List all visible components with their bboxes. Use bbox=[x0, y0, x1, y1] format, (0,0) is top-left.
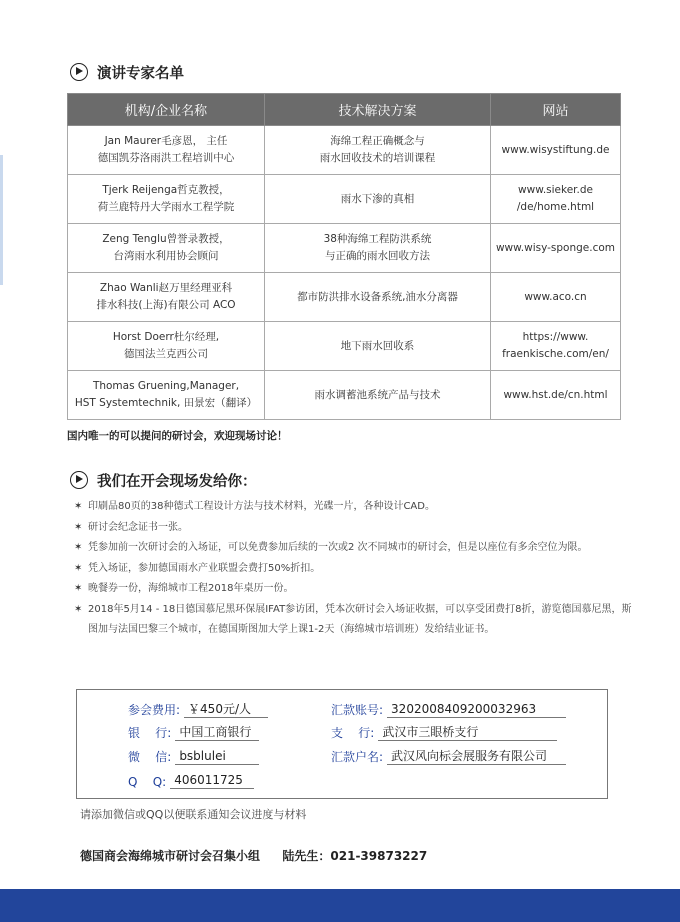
solution-cell bbox=[265, 322, 491, 371]
play-circle-icon bbox=[70, 471, 88, 489]
branch-label: 支 行: bbox=[331, 726, 375, 740]
org-cell-line: 排水科技(上海)有限公司 ACO bbox=[96, 299, 236, 311]
website-cell bbox=[491, 224, 621, 273]
website-cell-line: www.aco.cn bbox=[524, 290, 587, 303]
contact-note: 请添加微信或QQ以便联系通知会议进度与材料 bbox=[80, 808, 307, 821]
solution-cell bbox=[265, 126, 491, 175]
org-cell-line: 荷兰鹿特丹大学雨水工程学院 bbox=[97, 201, 235, 213]
solution-cell-line: 与正确的雨水回收方法 bbox=[325, 250, 430, 262]
solution-cell bbox=[265, 175, 491, 224]
solution-cell-line: 雨水回收技术的培训课程 bbox=[319, 152, 436, 164]
table-row bbox=[68, 224, 621, 273]
experts-section-header bbox=[70, 61, 184, 83]
list-item bbox=[74, 559, 634, 580]
org-cell-line: Jan Maurer毛彦恩， 主任 bbox=[104, 135, 228, 147]
branch-row bbox=[331, 724, 557, 741]
star-bullet-icon: ✶ bbox=[74, 501, 83, 512]
experts-table bbox=[67, 93, 621, 420]
organizer-group: 德国商会海绵城市研讨会召集小组 bbox=[80, 849, 261, 863]
payee-row bbox=[331, 748, 566, 765]
org-cell-line: HST Systemtechnik, 田景宏（翻译） bbox=[74, 397, 258, 409]
fee-label: 参会费用: bbox=[128, 703, 181, 717]
star-bullet-icon: ✶ bbox=[74, 603, 83, 615]
list-item-text: 晚餐券一份，海绵城市工程2018年桌历一份。 bbox=[88, 583, 294, 594]
website-cell-line: www.wisy-sponge.com bbox=[495, 241, 616, 254]
solution-cell bbox=[265, 371, 491, 420]
solution-cell-line: 38种海绵工程防洪系统 bbox=[323, 233, 432, 245]
footer-signature bbox=[80, 847, 427, 864]
org-cell-line: Zeng Tenglu曾誉录教授， bbox=[102, 233, 230, 245]
payee-label: 汇款户名: bbox=[331, 750, 384, 764]
list-item bbox=[74, 579, 634, 600]
column-header-website: 网站 bbox=[491, 94, 621, 126]
table-row bbox=[68, 322, 621, 371]
wechat-value: bsblulei bbox=[175, 748, 259, 765]
branch-value: 武汉市三眼桥支行 bbox=[378, 724, 557, 741]
list-item-text: 凭入场证，参加德国雨水产业联盟会费打50%折扣。 bbox=[88, 562, 321, 574]
table-row bbox=[68, 273, 621, 322]
account-row bbox=[331, 701, 566, 718]
org-cell bbox=[68, 224, 265, 273]
solution-cell bbox=[265, 273, 491, 322]
experts-section-title: 演讲专家名单 bbox=[97, 65, 184, 82]
bank-label: 银 行: bbox=[128, 726, 172, 740]
account-value: 3202008409200032963 bbox=[387, 701, 566, 718]
website-cell bbox=[491, 175, 621, 224]
list-item bbox=[74, 497, 634, 518]
solution-cell-line: 地下雨水回收系 bbox=[340, 339, 415, 352]
table-row bbox=[68, 371, 621, 420]
offer-section-title: 我们在开会现场发给你： bbox=[97, 473, 257, 490]
play-circle-icon bbox=[70, 63, 88, 81]
offer-section-header bbox=[70, 469, 257, 491]
org-cell-line: Horst Doerr杜尔经理, bbox=[112, 331, 220, 343]
list-item bbox=[74, 600, 634, 641]
org-cell-line: 德国法兰克西公司 bbox=[124, 348, 208, 360]
org-cell bbox=[68, 273, 265, 322]
list-item-text: 印刷品80页的38种德式工程设计方法与技术材料，光碟一片，各种设计CAD。 bbox=[88, 501, 435, 512]
bank-row bbox=[128, 724, 259, 741]
solution-cell bbox=[265, 224, 491, 273]
column-header-org: 机构/企业名称 bbox=[68, 94, 265, 126]
website-cell bbox=[491, 322, 621, 371]
table-row bbox=[68, 175, 621, 224]
column-header-solution: 技术解决方案 bbox=[265, 94, 491, 126]
solution-cell-line: 雨水下渗的真相 bbox=[340, 192, 415, 205]
payment-box bbox=[76, 689, 608, 799]
org-cell-line: Tjerk Reijenga哲克教授， bbox=[102, 184, 230, 196]
org-cell-line: Zhao Wanli赵万里经理亚科 bbox=[99, 282, 233, 294]
org-cell-line: 台湾雨水利用协会顾问 bbox=[113, 250, 219, 262]
organizer-contact: 陆先生：021-39873227 bbox=[282, 849, 428, 863]
bottom-color-bar bbox=[0, 889, 680, 922]
website-cell-line: https://www. bbox=[522, 331, 589, 343]
star-bullet-icon: ✶ bbox=[74, 583, 83, 594]
qq-value: 406011725 bbox=[170, 772, 254, 789]
website-cell-line: fraenkische.com/en/ bbox=[502, 348, 609, 360]
star-bullet-icon: ✶ bbox=[74, 562, 83, 574]
list-item bbox=[74, 538, 634, 559]
qq-label: Q Q: bbox=[128, 775, 167, 789]
org-cell bbox=[68, 322, 265, 371]
website-cell-line: /de/home.html bbox=[516, 201, 595, 213]
website-cell-line: www.sieker.de bbox=[518, 184, 593, 196]
website-cell-line: www.hst.de/cn.html bbox=[503, 388, 608, 401]
list-item-text: 2018年5月14 - 18日德国慕尼黑环保展IFAT参访团，凭本次研讨会入场证收据，可以享受团费打8折，游览德国慕尼黑，斯图加与法国巴黎三个城市，在德国斯图加大学上课1-2天（海绵城市培训班）发给结业证书。 bbox=[88, 603, 632, 635]
table-header-row bbox=[68, 94, 621, 126]
website-cell bbox=[491, 273, 621, 322]
qq-row bbox=[128, 772, 254, 789]
wechat-label: 微 信: bbox=[128, 750, 172, 764]
list-item-text: 凭参加前一次研讨会的入场证，可以免费参加后续的一次或2 次不同城市的研讨会，但是以座位有多余空位为限。 bbox=[88, 542, 588, 553]
org-cell bbox=[68, 371, 265, 420]
org-cell-line: Thomas Gruening,Manager, bbox=[92, 380, 240, 392]
bank-value: 中国工商银行 bbox=[175, 724, 259, 741]
star-bullet-icon: ✶ bbox=[74, 521, 83, 533]
website-cell-line: www.wisystiftung.de bbox=[501, 143, 610, 156]
list-item bbox=[74, 518, 634, 539]
solution-cell-line: 海绵工程正确概念与 bbox=[330, 135, 425, 147]
fee-row bbox=[128, 701, 268, 718]
list-item-text: 研讨会纪念证书一张。 bbox=[88, 521, 188, 533]
discussion-note: 国内唯一的可以提问的研讨会，欢迎现场讨论！ bbox=[67, 430, 288, 442]
left-edge-accent bbox=[0, 155, 3, 285]
star-bullet-icon: ✶ bbox=[74, 542, 83, 553]
fee-value: ￥450元/人 bbox=[184, 701, 268, 718]
wechat-row bbox=[128, 748, 259, 765]
website-cell bbox=[491, 126, 621, 175]
solution-cell-line: 雨水调蓄池系统产品与技术 bbox=[314, 388, 441, 401]
offer-list bbox=[74, 497, 634, 641]
payee-value: 武汉风向标会展服务有限公司 bbox=[387, 748, 566, 765]
org-cell bbox=[68, 175, 265, 224]
table-row bbox=[68, 126, 621, 175]
website-cell bbox=[491, 371, 621, 420]
account-label: 汇款账号: bbox=[331, 703, 384, 717]
org-cell bbox=[68, 126, 265, 175]
org-cell-line: 德国凯芬洛雨洪工程培训中心 bbox=[97, 152, 235, 164]
solution-cell-line: 都市防洪排水设备系统,油水分离器 bbox=[297, 290, 458, 303]
